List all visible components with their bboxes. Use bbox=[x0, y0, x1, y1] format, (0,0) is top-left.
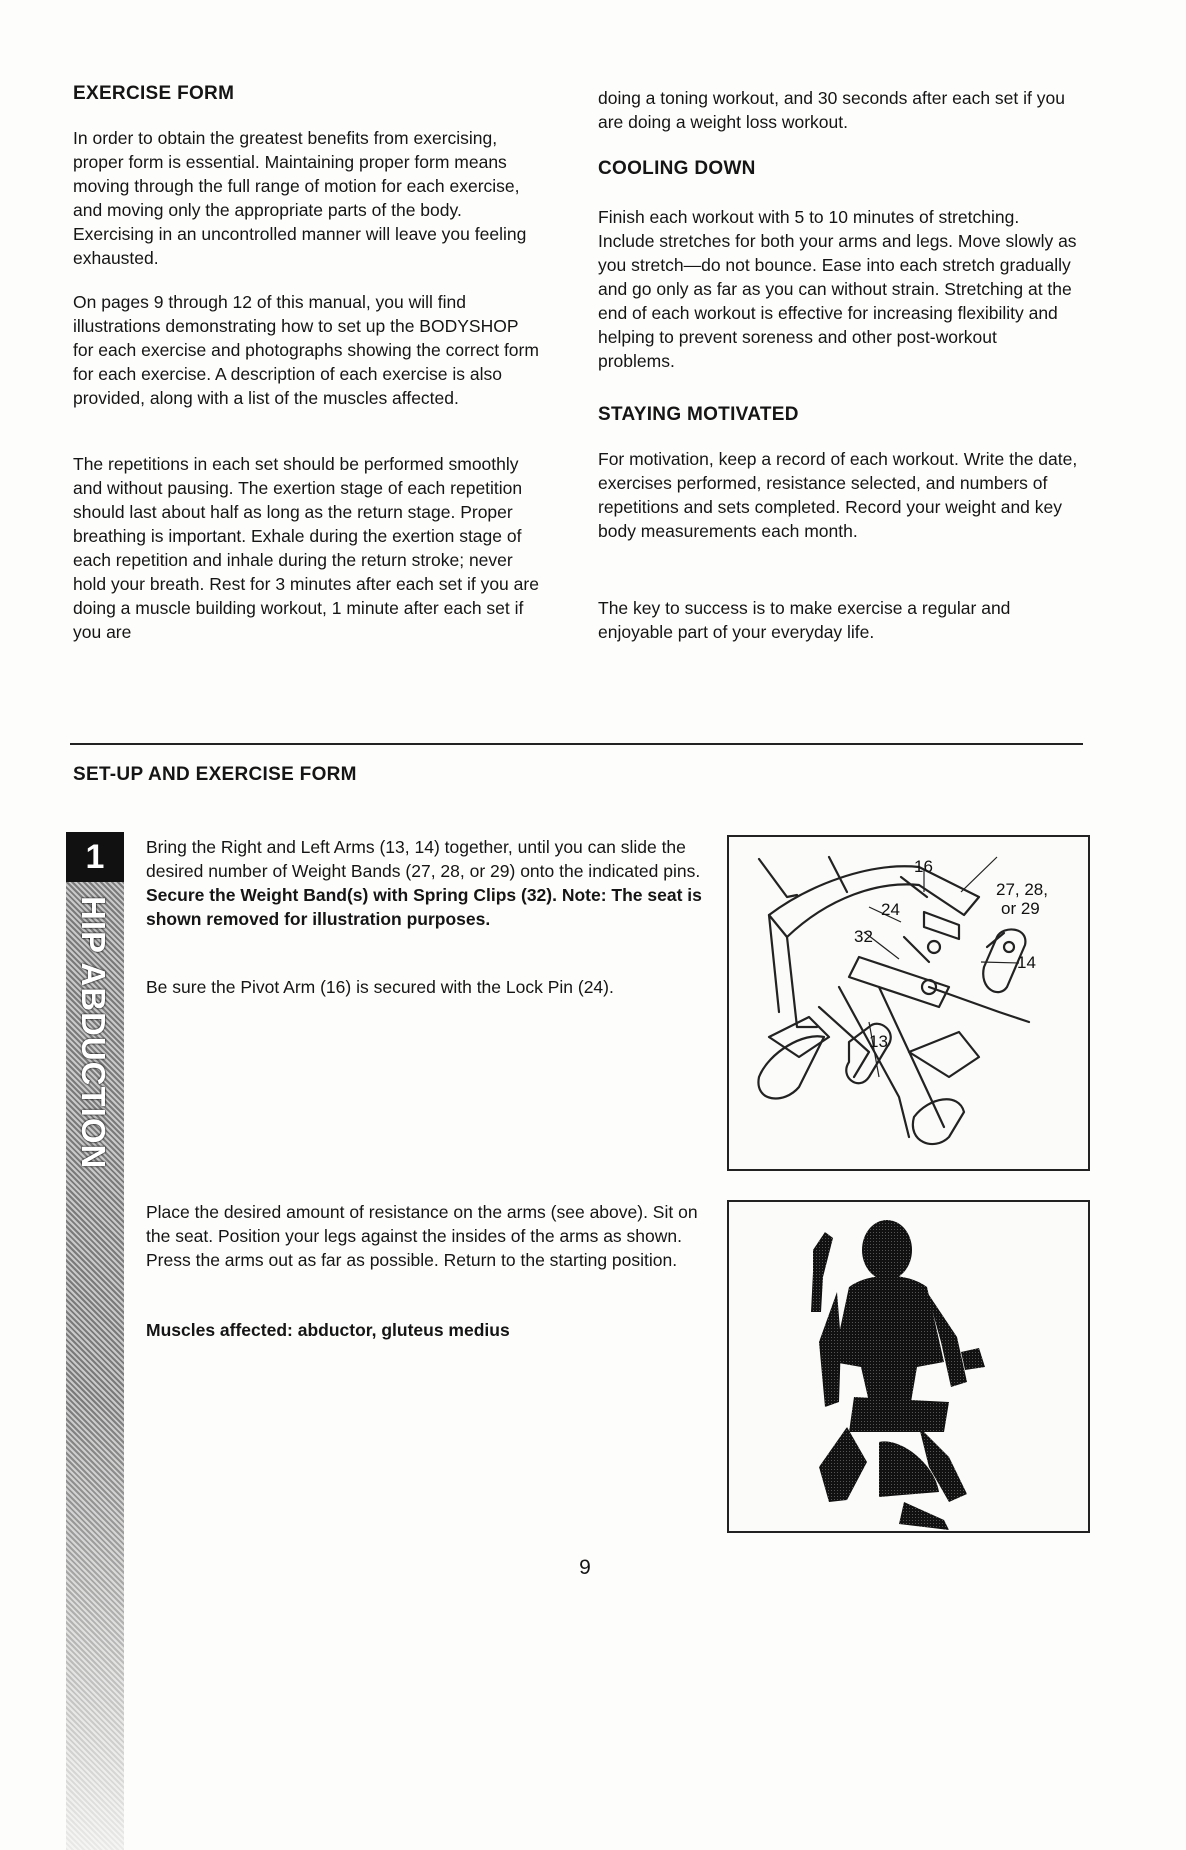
instruction-1-bold: Secure the Weight Band(s) with Spring Clips (32). Note: The seat is shown removed for illustration purposes. bbox=[146, 885, 702, 929]
label-16: 16 bbox=[914, 857, 933, 876]
cooling-down-heading: COOLING DOWN bbox=[598, 158, 756, 179]
rest-continued-paragraph: doing a toning workout, and 30 seconds after each set if you are doing a weight loss workout. bbox=[598, 88, 1065, 132]
side-title-hip-abduction: HIP ABDUCTION bbox=[75, 896, 112, 1170]
side-tab-fade bbox=[66, 1400, 124, 1850]
instruction-1-normal: Bring the Right and Left Arms (13, 14) together, until you can slide the desired number of Weight Bands (27, 28, or 29) onto the indicated pins. bbox=[146, 837, 701, 881]
setup-heading: SET-UP AND EXERCISE FORM bbox=[73, 764, 357, 785]
muscles-affected: Muscles affected: abductor, gluteus medius bbox=[146, 1320, 510, 1340]
person-exercise-silhouette bbox=[729, 1202, 1088, 1531]
section-divider bbox=[70, 743, 1083, 745]
staying-motivated-paragraph: For motivation, keep a record of each workout. Write the date, exercises performed, resistance selected, and numbers of repetitions and sets completed. Record your weight and key body measurements each month. bbox=[598, 449, 1078, 541]
instruction-1 bbox=[146, 835, 706, 931]
setup-diagram bbox=[727, 835, 1090, 1171]
exercise-form-paragraph-2: On pages 9 through 12 of this manual, you will find illustrations demonstrating how to set up the BODYSHOP for each exercise and photographs showing the correct form for each exercise. A description of each exercise is also provided, along with a list of the muscles affected. bbox=[73, 292, 539, 408]
label-13: 13 bbox=[869, 1032, 888, 1051]
staying-motivated-heading: STAYING MOTIVATED bbox=[598, 404, 799, 425]
exercise-form-heading: EXERCISE FORM bbox=[73, 83, 235, 104]
cooling-down-paragraph: Finish each workout with 5 to 10 minutes of stretching. Include stretches for both your arms and legs. Move slowly as you stretch—do not bounce. Ease into each stretch gradually and go only as far as you can without strain. Stretching at the end of each workout is effective for increasing flexibility and helping to prevent soreness and other post-workout problems. bbox=[598, 207, 1077, 371]
instruction-2: Be sure the Pivot Arm (16) is secured with the Lock Pin (24). bbox=[146, 977, 614, 997]
instruction-3: Place the desired amount of resistance on the arms (see above). Sit on the seat. Position your legs against the insides of the arms as shown. Press the arms out as far as possible. Return to the starting position. bbox=[146, 1202, 698, 1270]
label-14: 14 bbox=[1017, 953, 1036, 972]
page-number: 9 bbox=[579, 1556, 591, 1579]
machine-diagram-illustration bbox=[729, 837, 1088, 1169]
label-or-29: or 29 bbox=[1001, 899, 1040, 918]
step-number-badge: 1 bbox=[66, 832, 124, 882]
key-to-success-paragraph: The key to success is to make exercise a regular and enjoyable part of your everyday life. bbox=[598, 598, 1011, 642]
label-27-28: 27, 28, bbox=[996, 880, 1048, 899]
label-24: 24 bbox=[881, 900, 900, 919]
label-32: 32 bbox=[854, 927, 873, 946]
exercise-photo bbox=[727, 1200, 1090, 1533]
exercise-form-paragraph-3: The repetitions in each set should be performed smoothly and without pausing. The exertion stage of each repetition should last about half as long as the return stage. Proper breathing is important. Exhale during the exertion stage of each repetition and inhale during the return stroke; never hold your breath. Rest for 3 minutes after each set if you are doing a muscle building workout, 1 minute after each set if you are bbox=[73, 454, 539, 642]
exercise-form-paragraph-1: In order to obtain the greatest benefits from exercising, proper form is essential. Maintaining proper form means moving through the full range of motion for each exercise, and moving only the appropriate parts of the body. Exercising in an uncontrolled manner will leave you feeling exhausted. bbox=[73, 128, 527, 268]
